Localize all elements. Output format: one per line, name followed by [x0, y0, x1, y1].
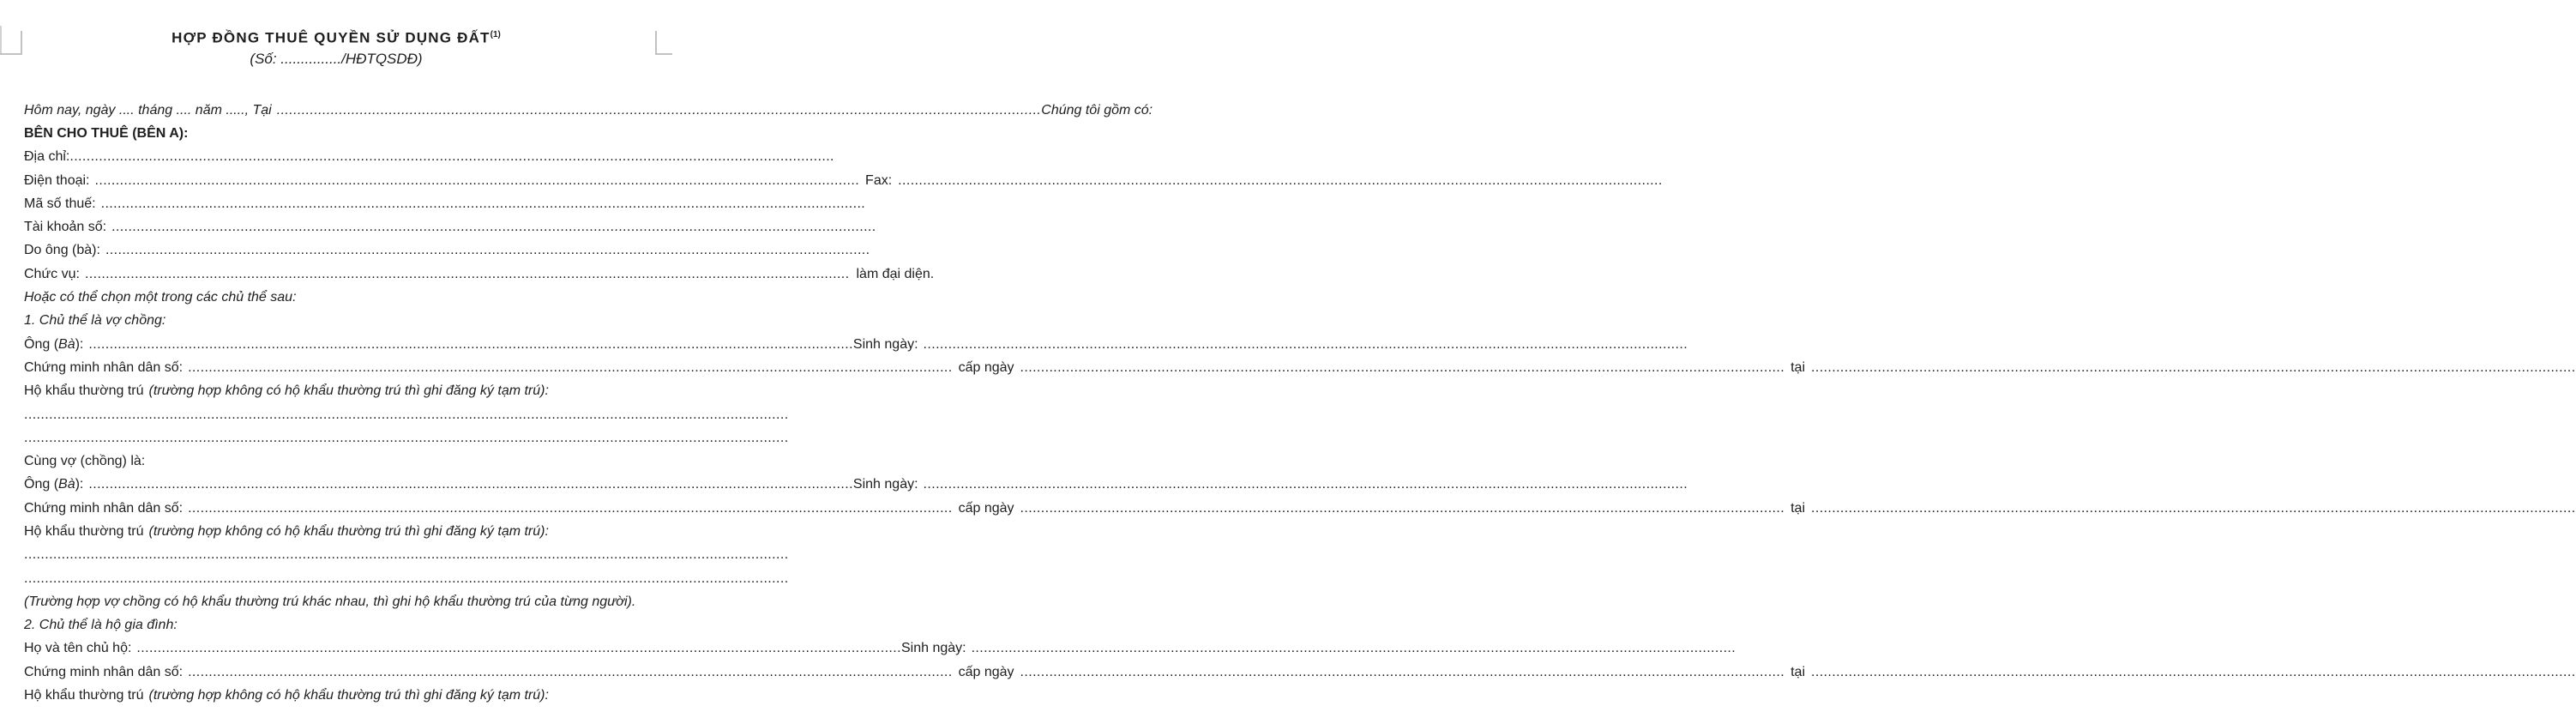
dotted-leader: ........................................................................................................................................................................................	[1811, 500, 2576, 516]
dotted-line	[24, 403, 789, 426]
document-page	[0, 26, 2576, 712]
field-head-name-birthdate	[24, 637, 1736, 660]
id-number-label: Chứng minh nhân dân số:	[24, 500, 184, 516]
dotted-line	[24, 426, 789, 450]
opening-label: Hôm nay, ngày .... tháng .... năm ....., Tại	[24, 102, 272, 118]
position-label: Chức vụ:	[24, 266, 80, 281]
field-spouse-intro	[24, 450, 672, 473]
doc-title-footnote-ref: (1)	[490, 30, 501, 39]
dotted-leader: ........................................................................................................................................................................................	[971, 641, 1736, 656]
phone-label: Điện thoại:	[24, 172, 90, 188]
address-label: Địa chỉ:	[24, 149, 70, 165]
dotted-leader: ........................................................................................................................................................................................	[1020, 359, 1785, 375]
mr-mrs-label-close: ):	[75, 477, 84, 492]
dotted-leader: ........................................................................................................................................................................................	[24, 547, 789, 563]
household-registration-note: (trường hợp không có hộ khẩu thường trú thì ghi đăng ký tạm trú):	[148, 383, 549, 399]
dotted-leader: ........................................................................................................................................................................................	[1020, 664, 1785, 679]
doc-subtitle: (Số: .............../HĐTQSDĐ)	[250, 50, 423, 67]
doc-title	[24, 26, 648, 48]
spouse-intro-label: Cùng vợ (chồng) là:	[24, 454, 146, 469]
title-block	[24, 26, 672, 70]
dotted-line	[24, 543, 789, 566]
field-id-number-2	[24, 497, 2576, 520]
issue-place-label: tại	[1791, 500, 1805, 516]
mr-mrs-label: Ông (	[24, 336, 59, 352]
field-name-birthdate-1	[24, 333, 1688, 356]
household-registration-note: (trường hợp không có hộ khẩu thường trú thì ghi đăng ký tạm trú):	[148, 688, 549, 703]
dotted-leader: ........................................................................................................................................................................................	[69, 149, 834, 165]
dotted-leader: ........................................................................................................................................................................................	[100, 196, 866, 211]
birthdate-label: Sinh ngày:	[852, 477, 918, 492]
field-household-registration-2	[24, 520, 672, 543]
id-number-label: Chứng minh nhân dân số:	[24, 359, 184, 375]
dotted-leader: ........................................................................................................................................................................................	[24, 407, 789, 422]
fax-label: Fax:	[865, 172, 893, 188]
household-registration-label: Hộ khẩu thường trú	[24, 383, 144, 399]
field-account-number	[24, 215, 876, 238]
line-opening	[24, 99, 1153, 122]
dotted-leader: ........................................................................................................................................................................................	[24, 570, 789, 586]
field-name-birthdate-2	[24, 473, 1688, 496]
dotted-leader: ........................................................................................................................................................................................	[188, 664, 953, 679]
dotted-leader: ........................................................................................................................................................................................	[88, 336, 853, 352]
tax-code-label: Mã số thuế:	[24, 196, 96, 211]
issue-date-label: cấp ngày	[958, 359, 1014, 375]
note-subject-options	[24, 286, 672, 309]
dotted-leader: ........................................................................................................................................................................................	[276, 102, 1042, 118]
dotted-line	[24, 567, 789, 590]
margin-crop-mark-left	[0, 31, 22, 55]
field-household-registration-3	[24, 684, 672, 707]
representative-suffix-label: làm đại diện.	[856, 266, 935, 281]
dotted-leader: ........................................................................................................................................................................................	[94, 172, 860, 188]
issue-date-label: cấp ngày	[958, 500, 1014, 516]
dotted-leader: ........................................................................................................................................................................................	[923, 336, 1688, 352]
dotted-leader: ........................................................................................................................................................................................	[84, 266, 850, 281]
field-id-number-3	[24, 661, 2576, 684]
field-id-number-1	[24, 356, 2576, 379]
dotted-leader: ........................................................................................................................................................................................	[188, 359, 953, 375]
issue-date-label: cấp ngày	[958, 664, 1014, 679]
dotted-leader: ........................................................................................................................................................................................	[88, 477, 853, 492]
dotted-leader: ........................................................................................................................................................................................	[1811, 359, 2576, 375]
mr-mrs-label-close: ):	[75, 336, 84, 352]
issue-place-label: tại	[1791, 359, 1805, 375]
doc-title-text: HỢP ĐỒNG THUÊ QUYỀN SỬ DỤNG ĐẤT	[172, 29, 491, 46]
dotted-leader: ........................................................................................................................................................................................	[24, 430, 789, 445]
field-position	[24, 262, 935, 286]
field-phone-fax	[24, 169, 1663, 192]
field-tax-code	[24, 192, 866, 215]
dotted-leader: ........................................................................................................................................................................................	[898, 172, 1663, 188]
dotted-leader: ........................................................................................................................................................................................	[105, 243, 870, 258]
mrs-label: Bà	[58, 336, 75, 352]
issue-place-label: tại	[1791, 664, 1805, 679]
mrs-label: Bà	[58, 477, 75, 492]
id-number-label: Chứng minh nhân dân số:	[24, 664, 184, 679]
birthdate-label: Sinh ngày:	[900, 641, 966, 656]
dotted-leader: ........................................................................................................................................................................................	[111, 220, 876, 235]
document-body	[24, 99, 2576, 708]
heading-party-a	[24, 122, 672, 145]
field-household-registration-1	[24, 379, 672, 402]
household-registration-label: Hộ khẩu thường trú	[24, 524, 144, 539]
field-representative	[24, 238, 870, 262]
field-address	[24, 145, 834, 168]
household-registration-label: Hộ khẩu thường trú	[24, 688, 144, 703]
dotted-leader: ........................................................................................................................................................................................	[1020, 500, 1785, 516]
representative-label: Do ông (bà):	[24, 243, 100, 258]
dotted-leader: ........................................................................................................................................................................................	[1811, 664, 2576, 679]
mr-mrs-label: Ông (	[24, 477, 59, 492]
separate-residence-label: (Trường hợp vợ chồng có hộ khẩu thường trú khác nhau, thì ghi hộ khẩu thường trú của từng người).	[24, 594, 636, 609]
heading-subject-household	[24, 613, 672, 637]
household-registration-note: (trường hợp không có hộ khẩu thường trú thì ghi đăng ký tạm trú):	[148, 524, 549, 539]
party-a-label: BÊN CHO THUÊ (BÊN A):	[24, 125, 189, 141]
opening-right-label: Chúng tôi gồm có:	[1041, 102, 1153, 118]
dotted-leader: ........................................................................................................................................................................................	[923, 477, 1688, 492]
head-name-label: Họ và tên chủ hộ:	[24, 641, 132, 656]
heading-subject-couple	[24, 309, 672, 332]
margin-crop-mark-right	[655, 31, 672, 55]
document-content	[0, 26, 2576, 707]
subject-options-label: Hoặc có thể chọn một trong các chủ thể sau:	[24, 290, 297, 305]
subject-household-label: 2. Chủ thể là hộ gia đình:	[24, 618, 178, 633]
subject-couple-label: 1. Chủ thể là vợ chồng:	[24, 313, 166, 329]
dotted-leader: ........................................................................................................................................................................................	[136, 641, 901, 656]
birthdate-label: Sinh ngày:	[852, 336, 918, 352]
note-separate-residence	[24, 590, 672, 613]
account-number-label: Tài khoản số:	[24, 220, 107, 235]
dotted-leader: ........................................................................................................................................................................................	[188, 500, 953, 516]
